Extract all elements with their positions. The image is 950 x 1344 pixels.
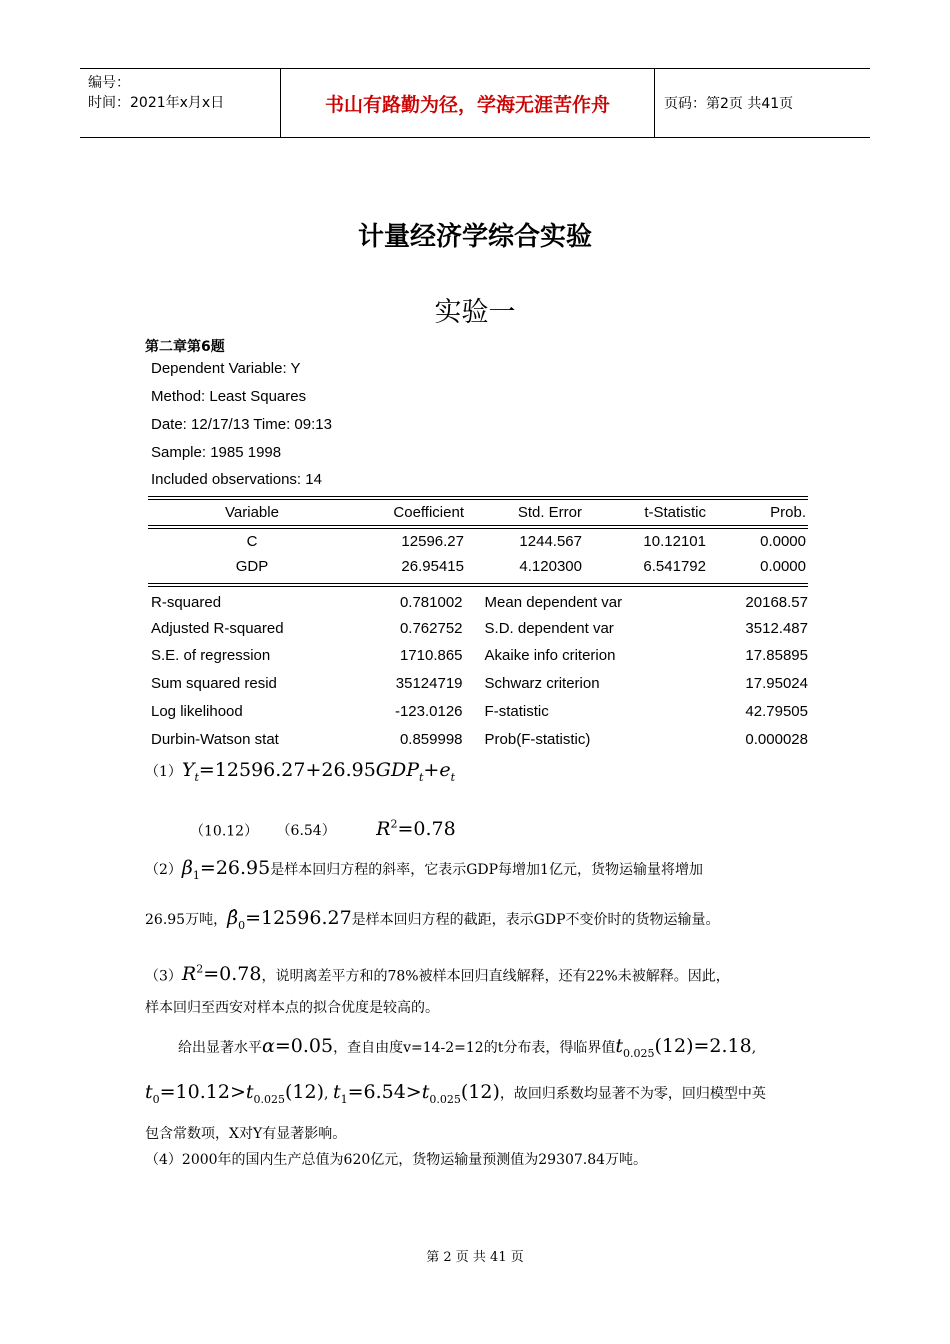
page-header	[80, 68, 870, 138]
meta-sample: Sample: 1985 1998	[151, 444, 282, 461]
cell-std-error: 4.120300	[519, 558, 582, 575]
meta-date: Date: 12/17/13 Time: 09:13	[151, 416, 332, 433]
cell-prob: 0.0000	[760, 533, 806, 550]
chapter-heading: 第二章第6题	[145, 339, 225, 355]
stat-label: S.D. dependent var	[484, 620, 614, 637]
stat-value: 20168.57	[745, 593, 808, 611]
conclusion-text-b: 包含常数项，X对Y有显著影响。	[145, 1126, 347, 1142]
sig-text-a: 给出显著水平	[178, 1040, 262, 1056]
stat-value: 17.95024	[745, 674, 808, 692]
table-row	[148, 529, 808, 554]
stat-value: 0.000028	[745, 730, 808, 748]
date-label: 时间：2021年x月x日	[88, 95, 225, 111]
answer-3-label: （3）	[145, 968, 182, 985]
r-squared-formula: $R^2=0.78$	[181, 963, 262, 986]
meta-obs: Included observations: 14	[151, 471, 322, 488]
stat-value: 3512.487	[745, 620, 808, 637]
header-t-statistic: t-Statistic	[644, 504, 706, 521]
stat-label: Mean dependent var	[484, 593, 623, 611]
stat-label: Log likelihood	[151, 702, 243, 720]
answer-2	[145, 858, 703, 886]
header-meta	[80, 69, 281, 137]
answer-2-label: （2）	[145, 862, 182, 878]
answer-3-text-a: ，说明离差平方和的78%被样本回归直线解释，还有22%未被解释。因此，	[261, 968, 730, 985]
header-motto: 书山有路勤为径，学海无涯苦作舟	[281, 69, 655, 137]
stat-label: S.E. of regression	[151, 646, 271, 664]
cell-coefficient: 26.95415	[401, 558, 464, 575]
table-header-row	[148, 500, 808, 525]
cell-coefficient: 12596.27	[401, 533, 464, 550]
cell-t-statistic: 6.541792	[643, 558, 706, 575]
t-value-gdp: （6.54）	[276, 823, 336, 840]
header-page: 页码：第2页 共41页	[664, 96, 794, 112]
header-std-error: Std. Error	[517, 504, 582, 521]
page-footer: 第 2 页 共 41 页	[426, 1250, 524, 1265]
cell-variable: C	[246, 533, 258, 550]
cell-prob: 0.0000	[760, 558, 806, 575]
regression-table	[148, 496, 808, 753]
stats-row	[148, 669, 808, 697]
t-values-line	[190, 815, 456, 841]
stat-label: Sum squared resid	[151, 674, 277, 692]
answer-2-text-c: 是样本回归方程的截距，表示GDP不变价时的货物运输量。	[351, 912, 720, 928]
meta-method: Method: Least Squares	[151, 388, 307, 405]
header-coefficient: Coefficient	[393, 504, 464, 521]
number-label: 编号：	[88, 75, 130, 91]
t1-formula: $t_1=6.54>t_{0.025}(12)$	[332, 1081, 500, 1106]
stats-row	[148, 588, 808, 616]
header-prob: Prob.	[770, 504, 806, 521]
r-squared-formula: $R^2=0.78$	[376, 818, 456, 841]
answer-1-label: （1）	[145, 764, 182, 780]
critical-value-formula: $t_{0.025}(12)=2.18$	[615, 1035, 752, 1060]
stat-label: Adjusted R-squared	[151, 620, 284, 637]
alpha-formula: α=0.05	[262, 1035, 334, 1057]
stat-label: Prob(F-statistic)	[484, 730, 591, 748]
stat-label: R-squared	[151, 593, 222, 611]
stat-value: 1710.865	[399, 646, 463, 664]
cell-t-statistic: 10.12101	[643, 533, 706, 550]
conclusion-text-a: ，故回归系数均显著不为零，回归模型中英	[499, 1086, 766, 1102]
stats-row	[148, 697, 808, 725]
answer-2-cont	[145, 908, 719, 936]
stats-row	[148, 641, 808, 669]
stat-value: -123.0126	[394, 702, 463, 720]
stat-value: 0.762752	[399, 620, 463, 637]
stat-value: 35124719	[395, 674, 463, 692]
beta1-formula: $\beta_1=26.95$	[181, 857, 271, 882]
stats-row	[148, 616, 808, 641]
conclusion-line: $t_0=10.12>t_{0.025}(12)$, $t_1=6.54>t_{0.025}(12)$，故回归系数均显著不为零，回归模型中英	[145, 1081, 766, 1106]
answer-2-text-b: 26.95万吨，	[145, 912, 228, 928]
stat-value: 0.781002	[399, 593, 463, 611]
beta0-formula: $\betâ_0=12596.27$	[227, 907, 352, 932]
stat-label: Schwarz criterion	[484, 674, 600, 692]
answer-3-text-b: 样本回归至西安对样本点的拟合优度是较高的。	[145, 1000, 439, 1016]
table-row	[148, 554, 808, 579]
answer-2-text-a: 是样本回归方程的斜率，它表示GDP每增加1亿元，货物运输量将增加	[270, 862, 703, 878]
meta-dependent: Dependent Variable: Y	[151, 360, 301, 377]
stat-value: 0.859998	[399, 730, 463, 748]
regression-equation: $Y_t=12596.27+26.95GDP_t+e_t$	[181, 759, 456, 784]
t-value-c: （10.12）	[190, 823, 259, 840]
answer-4: （4）2000年的国内生产总值为620亿元，货物运输量预测值为29307.84万吨。	[145, 1152, 648, 1168]
answer-3	[145, 960, 730, 986]
sig-text-b: ，查自由度v=14-2=12的t分布表，得临界值	[333, 1040, 616, 1056]
cell-std-error: 1244.567	[519, 533, 582, 550]
stat-label: F-statistic	[484, 702, 549, 720]
stat-label: Durbin-Watson stat	[151, 730, 279, 748]
stat-value: 42.79505	[745, 702, 808, 720]
significance-line: 给出显著水平α=0.05，查自由度v=14-2=12的t分布表，得临界值$t_{0.025}(12)=2.18$,	[178, 1035, 757, 1060]
answer-1	[145, 760, 455, 788]
stats-row	[148, 725, 808, 753]
stat-value: 17.85895	[745, 646, 808, 664]
header-variable: Variable	[225, 504, 279, 521]
cell-variable: GDP	[235, 558, 269, 575]
doc-subtitle: 实验一	[434, 297, 516, 328]
stat-label: Akaike info criterion	[484, 646, 616, 664]
doc-title: 计量经济学综合实验	[357, 222, 592, 252]
t0-formula: $t_0=10.12>t_{0.025}(12)$	[145, 1081, 325, 1106]
